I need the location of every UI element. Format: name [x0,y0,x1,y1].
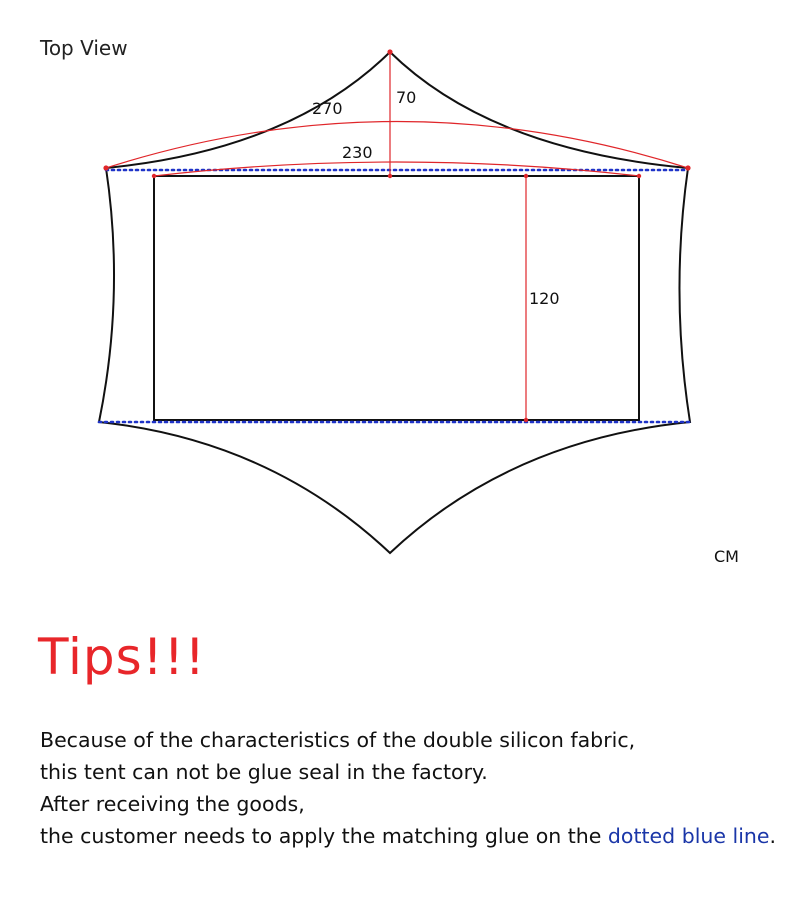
inner-floor-rectangle [154,176,639,420]
left-corner-point [103,165,108,170]
tips-line-4-end: . [769,824,777,848]
tips-line-4-text: the customer needs to apply the matching glue on the [40,824,608,848]
tips-text [40,724,790,852]
right-corner-point [685,165,690,170]
depth-top-point [524,174,528,178]
tips-line-4 [40,820,790,852]
tips-line-3: After receiving the goods, [40,792,305,816]
inner-top-center-point [388,174,392,178]
diagram-title: Top View [40,36,128,60]
peak-point [387,49,392,54]
depth-bottom-point [524,418,528,422]
tips-heading: Tips!!! [38,628,206,686]
tips-line-2: this tent can not be glue seal in the factory. [40,760,488,784]
inner-width-label: 230 [342,143,373,162]
ridge-arc-dimension-line [106,122,688,169]
inner-top-right-point [637,174,641,178]
inner-depth-label: 120 [529,289,560,308]
unit-label: CM [714,547,739,566]
tips-line-1: Because of the characteristics of the double silicon fabric, [40,728,636,752]
inner-top-left-point [152,174,156,178]
peak-height-label: 70 [396,88,417,107]
ridge-arc-label: 270 [312,99,343,118]
tent-outer-outline [99,52,690,553]
dotted-blue-line-highlight: dotted blue line [607,824,770,848]
